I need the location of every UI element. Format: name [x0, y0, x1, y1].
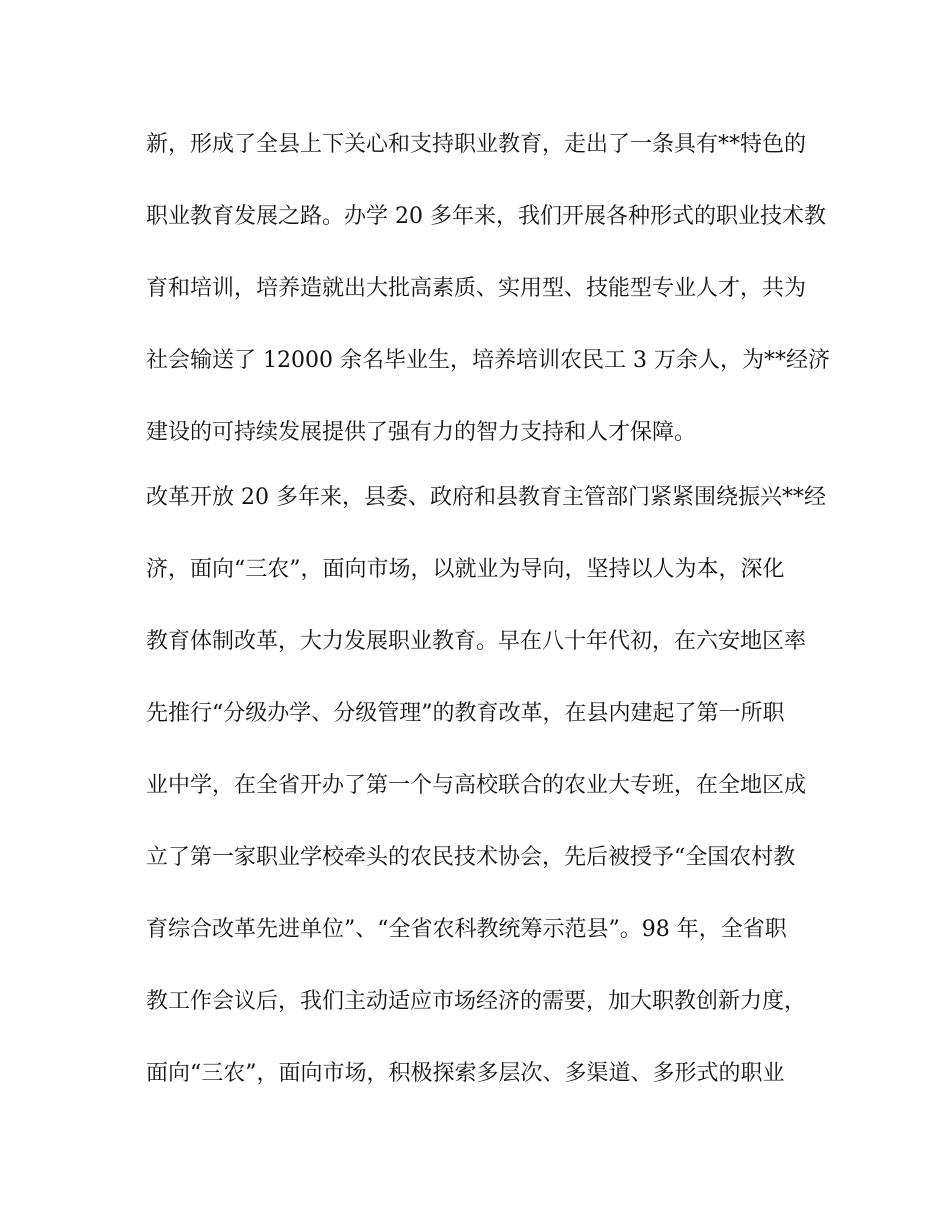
- paragraph-1-line-2: 职业教育发展之路。办学 20 多年来，我们开展各种形式的职业技术教: [146, 204, 826, 229]
- paragraph-1-line-4: 社会输送了 12000 余名毕业生，培养培训农民工 3 万余人，为**经济: [146, 348, 830, 373]
- paragraph-2-line-3: 教育体制改革，大力发展职业教育。早在八十年代初，在六安地区率: [146, 629, 807, 654]
- paragraph-2-line-1: 改革开放 20 多年来，县委、政府和县教育主管部门紧紧围绕振兴**经: [146, 485, 826, 510]
- paragraph-1-line-3: 育和培训，培养造就出大批高素质、实用型、技能型专业人才，共为: [146, 276, 807, 301]
- paragraph-2-line-4: 先推行“分级办学、分级管理”的教育改革，在县内建起了第一所职: [146, 701, 785, 726]
- paragraph-2-line-8: 教工作会议后，我们主动适应市场经济的需要，加大职教创新力度，: [146, 989, 807, 1014]
- paragraph-1-line-5: 建设的可持续发展提供了强有力的智力支持和人才保障。: [146, 420, 697, 445]
- paragraph-2-line-9: 面向“三农”，面向市场，积极探索多层次、多渠道、多形式的职业: [146, 1061, 785, 1086]
- paragraph-2-line-2: 济，面向“三农”，面向市场，以就业为导向，坚持以人为本，深化: [146, 557, 785, 582]
- paragraph-2-line-5: 业中学，在全省开办了第一个与高校联合的农业大专班，在全地区成: [146, 773, 807, 798]
- paragraph-2-line-6: 立了第一家职业学校牵头的农民技术协会，先后被授予“全国农村教: [146, 845, 796, 870]
- paragraph-1-line-1: 新，形成了全县上下关心和支持职业教育，走出了一条具有**特色的: [146, 132, 807, 157]
- paragraph-2-line-7: 育综合改革先进单位”、“全省农科教统筹示范县”。98 年，全省职: [146, 917, 787, 942]
